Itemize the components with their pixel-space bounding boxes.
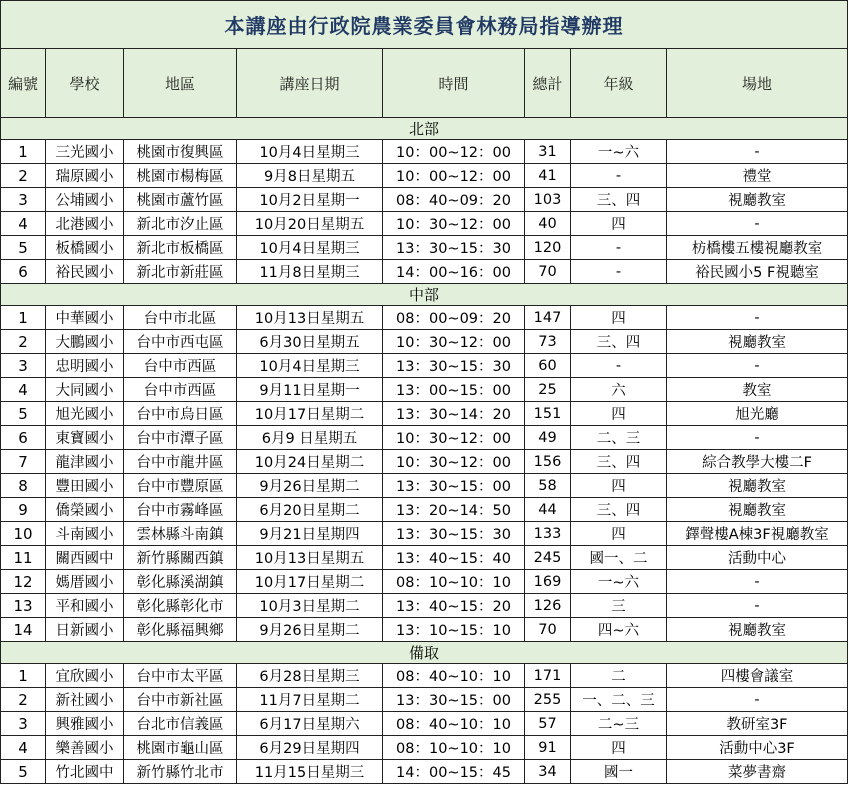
cell-region: 台中市西屯區 [124,330,237,354]
table-row [1,712,848,736]
table-row [1,618,848,642]
cell-total: 120 [525,236,571,260]
cell-total: 245 [525,546,571,570]
cell-date: 10月24日星期二 [237,450,383,474]
cell-time: 10：30~12：00 [383,450,525,474]
cell-region: 新北市新莊區 [124,260,237,284]
cell-school: 新社國小 [46,688,124,712]
table-row [1,212,848,236]
cell-date: 9月8日星期五 [237,164,383,188]
cell-grade: 三、四 [571,498,667,522]
cell-total: 70 [525,260,571,284]
cell-number: 8 [1,474,46,498]
cell-date: 10月17日星期二 [237,570,383,594]
table-row [1,760,848,784]
table-row [1,354,848,378]
cell-venue: 綜合教學大樓二F [667,450,848,474]
cell-venue: 教研室3F [667,712,848,736]
cell-date: 10月4日星期三 [237,140,383,164]
cell-number: 11 [1,546,46,570]
cell-school: 板橋國小 [46,236,124,260]
cell-number: 3 [1,188,46,212]
cell-number: 2 [1,330,46,354]
cell-total: 60 [525,354,571,378]
cell-school: 龍津國小 [46,450,124,474]
cell-region: 台中市豐原區 [124,474,237,498]
cell-date: 9月26日星期二 [237,618,383,642]
cell-grade: - [571,260,667,284]
table-row [1,522,848,546]
cell-region: 台中市霧峰區 [124,498,237,522]
header-region: 地區 [124,49,237,118]
cell-total: 40 [525,212,571,236]
cell-school: 中華國小 [46,306,124,330]
cell-time: 10：30~12：00 [383,330,525,354]
cell-number: 9 [1,498,46,522]
cell-time: 13：30~15：00 [383,688,525,712]
cell-date: 9月26日星期二 [237,474,383,498]
cell-region: 彰化縣溪湖鎮 [124,570,237,594]
cell-total: 91 [525,736,571,760]
header-number: 編號 [1,49,46,118]
cell-number: 5 [1,760,46,784]
section-title: 備取 [1,642,848,664]
table-row [1,736,848,760]
cell-venue: 枋橋樓五樓視廳教室 [667,236,848,260]
cell-time: 08：40~10：10 [383,712,525,736]
cell-date: 6月9 日星期五 [237,426,383,450]
cell-venue: - [667,354,848,378]
cell-time: 13：00~15：00 [383,378,525,402]
cell-region: 彰化縣彰化市 [124,594,237,618]
cell-total: 171 [525,664,571,688]
section-title: 北部 [1,118,848,140]
cell-number: 1 [1,664,46,688]
cell-region: 新竹縣關西鎮 [124,546,237,570]
cell-school: 大鵬國小 [46,330,124,354]
cell-school: 關西國中 [46,546,124,570]
cell-number: 3 [1,354,46,378]
cell-date: 11月8日星期三 [237,260,383,284]
cell-total: 49 [525,426,571,450]
cell-total: 151 [525,402,571,426]
cell-time: 08：40~10：10 [383,664,525,688]
cell-grade: 二~三 [571,712,667,736]
cell-school: 宜欣國小 [46,664,124,688]
cell-venue: 禮堂 [667,164,848,188]
cell-school: 瑞原國小 [46,164,124,188]
table-row [1,164,848,188]
cell-time: 13：30~15：30 [383,236,525,260]
cell-time: 13：30~14：20 [383,402,525,426]
cell-grade: 四 [571,736,667,760]
section-header-row [1,118,848,140]
cell-venue: - [667,688,848,712]
cell-number: 4 [1,736,46,760]
cell-time: 14：00~16：00 [383,260,525,284]
cell-total: 156 [525,450,571,474]
cell-total: 31 [525,140,571,164]
cell-number: 5 [1,402,46,426]
cell-venue: 鐸聲樓A棟3F視廳教室 [667,522,848,546]
cell-grade: 四 [571,306,667,330]
cell-venue: 活動中心3F [667,736,848,760]
cell-number: 4 [1,378,46,402]
cell-grade: 六 [571,378,667,402]
cell-grade: 二、三 [571,426,667,450]
cell-total: 103 [525,188,571,212]
cell-venue: 活動中心 [667,546,848,570]
cell-region: 台中市烏日區 [124,402,237,426]
cell-time: 13：30~15：00 [383,474,525,498]
cell-number: 10 [1,522,46,546]
cell-venue: 教室 [667,378,848,402]
cell-venue: 視廳教室 [667,618,848,642]
cell-grade: 一~六 [571,140,667,164]
cell-grade: 三 [571,594,667,618]
cell-region: 新北市汐止區 [124,212,237,236]
cell-school: 三光國小 [46,140,124,164]
cell-date: 6月30日星期五 [237,330,383,354]
cell-region: 桃園市楊梅區 [124,164,237,188]
cell-venue: - [667,426,848,450]
cell-grade: 國一、二 [571,546,667,570]
title-row [1,1,848,49]
header-venue: 場地 [667,49,848,118]
cell-school: 竹北國中 [46,760,124,784]
cell-school: 北港國小 [46,212,124,236]
cell-time: 08：10~10：10 [383,736,525,760]
section-header-row [1,642,848,664]
table-row [1,260,848,284]
cell-grade: - [571,164,667,188]
table-row [1,188,848,212]
cell-venue: - [667,140,848,164]
cell-time: 10：00~12：00 [383,140,525,164]
table-row [1,594,848,618]
cell-region: 台中市西區 [124,378,237,402]
table-row [1,426,848,450]
cell-total: 133 [525,522,571,546]
cell-region: 彰化縣福興鄉 [124,618,237,642]
table-row [1,450,848,474]
cell-region: 桃園市復興區 [124,140,237,164]
cell-number: 1 [1,306,46,330]
cell-school: 日新國小 [46,618,124,642]
cell-time: 10：30~12：00 [383,426,525,450]
cell-region: 台中市北區 [124,306,237,330]
cell-school: 旭光國小 [46,402,124,426]
cell-grade: 四 [571,522,667,546]
header-row [1,49,848,118]
cell-time: 14：00~15：45 [383,760,525,784]
cell-region: 台北市信義區 [124,712,237,736]
cell-time: 13：40~15：40 [383,546,525,570]
table-title: 本講座由行政院農業委員會林務局指導辦理 [1,1,848,49]
cell-date: 6月17日星期六 [237,712,383,736]
cell-total: 41 [525,164,571,188]
cell-total: 147 [525,306,571,330]
cell-venue: 菜夢書齋 [667,760,848,784]
cell-venue: 視廳教室 [667,474,848,498]
cell-venue: - [667,594,848,618]
cell-grade: 二 [571,664,667,688]
cell-venue: - [667,306,848,330]
cell-total: 255 [525,688,571,712]
cell-grade: 三、四 [571,330,667,354]
table-row [1,546,848,570]
table-row [1,236,848,260]
cell-number: 13 [1,594,46,618]
cell-school: 斗南國小 [46,522,124,546]
cell-grade: 一~六 [571,570,667,594]
cell-date: 9月21日星期四 [237,522,383,546]
cell-time: 13：30~15：30 [383,522,525,546]
section-header-row [1,284,848,306]
cell-venue: 裕民國小5 F視聽室 [667,260,848,284]
cell-region: 桃園市蘆竹區 [124,188,237,212]
cell-region: 桃園市龜山區 [124,736,237,760]
cell-time: 08：10~10：10 [383,570,525,594]
cell-date: 10月4日星期三 [237,236,383,260]
table-row [1,664,848,688]
cell-date: 10月4日星期三 [237,354,383,378]
cell-venue: - [667,570,848,594]
cell-school: 裕民國小 [46,260,124,284]
table-row [1,306,848,330]
cell-date: 10月20日星期五 [237,212,383,236]
cell-grade: 四 [571,474,667,498]
cell-school: 興雅國小 [46,712,124,736]
cell-date: 10月3日星期二 [237,594,383,618]
cell-grade: 三、四 [571,188,667,212]
cell-total: 58 [525,474,571,498]
cell-grade: 國一 [571,760,667,784]
cell-number: 2 [1,688,46,712]
cell-time: 13：30~15：30 [383,354,525,378]
header-time: 時間 [383,49,525,118]
cell-number: 6 [1,260,46,284]
header-date: 講座日期 [237,49,383,118]
cell-venue: 旭光廳 [667,402,848,426]
table-row [1,570,848,594]
cell-school: 公埔國小 [46,188,124,212]
cell-total: 70 [525,618,571,642]
cell-date: 10月17日星期二 [237,402,383,426]
header-total: 總計 [525,49,571,118]
cell-region: 新竹縣竹北市 [124,760,237,784]
cell-date: 6月20日星期二 [237,498,383,522]
cell-number: 5 [1,236,46,260]
cell-total: 73 [525,330,571,354]
cell-venue: 視廳教室 [667,498,848,522]
cell-number: 1 [1,140,46,164]
cell-venue: 視廳教室 [667,330,848,354]
cell-region: 台中市龍井區 [124,450,237,474]
cell-school: 大同國小 [46,378,124,402]
cell-grade: 四 [571,402,667,426]
cell-date: 10月13日星期五 [237,546,383,570]
cell-grade: - [571,236,667,260]
cell-date: 10月2日星期一 [237,188,383,212]
cell-grade: 四~六 [571,618,667,642]
cell-venue: 視廳教室 [667,188,848,212]
cell-venue: 四樓會議室 [667,664,848,688]
cell-total: 126 [525,594,571,618]
cell-school: 樂善國小 [46,736,124,760]
cell-time: 13：40~15：20 [383,594,525,618]
cell-school: 忠明國小 [46,354,124,378]
cell-total: 169 [525,570,571,594]
cell-region: 台中市潭子區 [124,426,237,450]
cell-time: 13：10~15：10 [383,618,525,642]
cell-region: 雲林縣斗南鎮 [124,522,237,546]
table-row [1,688,848,712]
cell-total: 34 [525,760,571,784]
cell-number: 7 [1,450,46,474]
cell-time: 10：00~12：00 [383,164,525,188]
table-row [1,474,848,498]
cell-school: 媽厝國小 [46,570,124,594]
cell-grade: 三、四 [571,450,667,474]
cell-time: 08：40~09：20 [383,188,525,212]
cell-region: 台中市新社區 [124,688,237,712]
cell-total: 57 [525,712,571,736]
cell-total: 25 [525,378,571,402]
cell-number: 12 [1,570,46,594]
table-row [1,498,848,522]
table-row [1,378,848,402]
cell-date: 6月29日星期四 [237,736,383,760]
cell-number: 3 [1,712,46,736]
section-title: 中部 [1,284,848,306]
header-grade: 年級 [571,49,667,118]
cell-date: 11月7日星期二 [237,688,383,712]
table-row [1,330,848,354]
cell-region: 新北市板橋區 [124,236,237,260]
header-school: 學校 [46,49,124,118]
cell-time: 13：20~14：50 [383,498,525,522]
cell-number: 14 [1,618,46,642]
cell-date: 10月13日星期五 [237,306,383,330]
cell-school: 僑榮國小 [46,498,124,522]
cell-total: 44 [525,498,571,522]
cell-number: 2 [1,164,46,188]
cell-grade: 一、二、三 [571,688,667,712]
cell-grade: 四 [571,212,667,236]
cell-date: 11月15日星期三 [237,760,383,784]
cell-school: 平和國小 [46,594,124,618]
cell-school: 東寶國小 [46,426,124,450]
cell-number: 6 [1,426,46,450]
cell-venue: - [667,212,848,236]
cell-date: 6月28日星期三 [237,664,383,688]
cell-region: 台中市西區 [124,354,237,378]
cell-date: 9月11日星期一 [237,378,383,402]
table-row [1,402,848,426]
cell-time: 10：30~12：00 [383,212,525,236]
table-row [1,140,848,164]
cell-time: 08：00~09：20 [383,306,525,330]
cell-grade: - [571,354,667,378]
cell-region: 台中市太平區 [124,664,237,688]
cell-school: 豐田國小 [46,474,124,498]
cell-number: 4 [1,212,46,236]
